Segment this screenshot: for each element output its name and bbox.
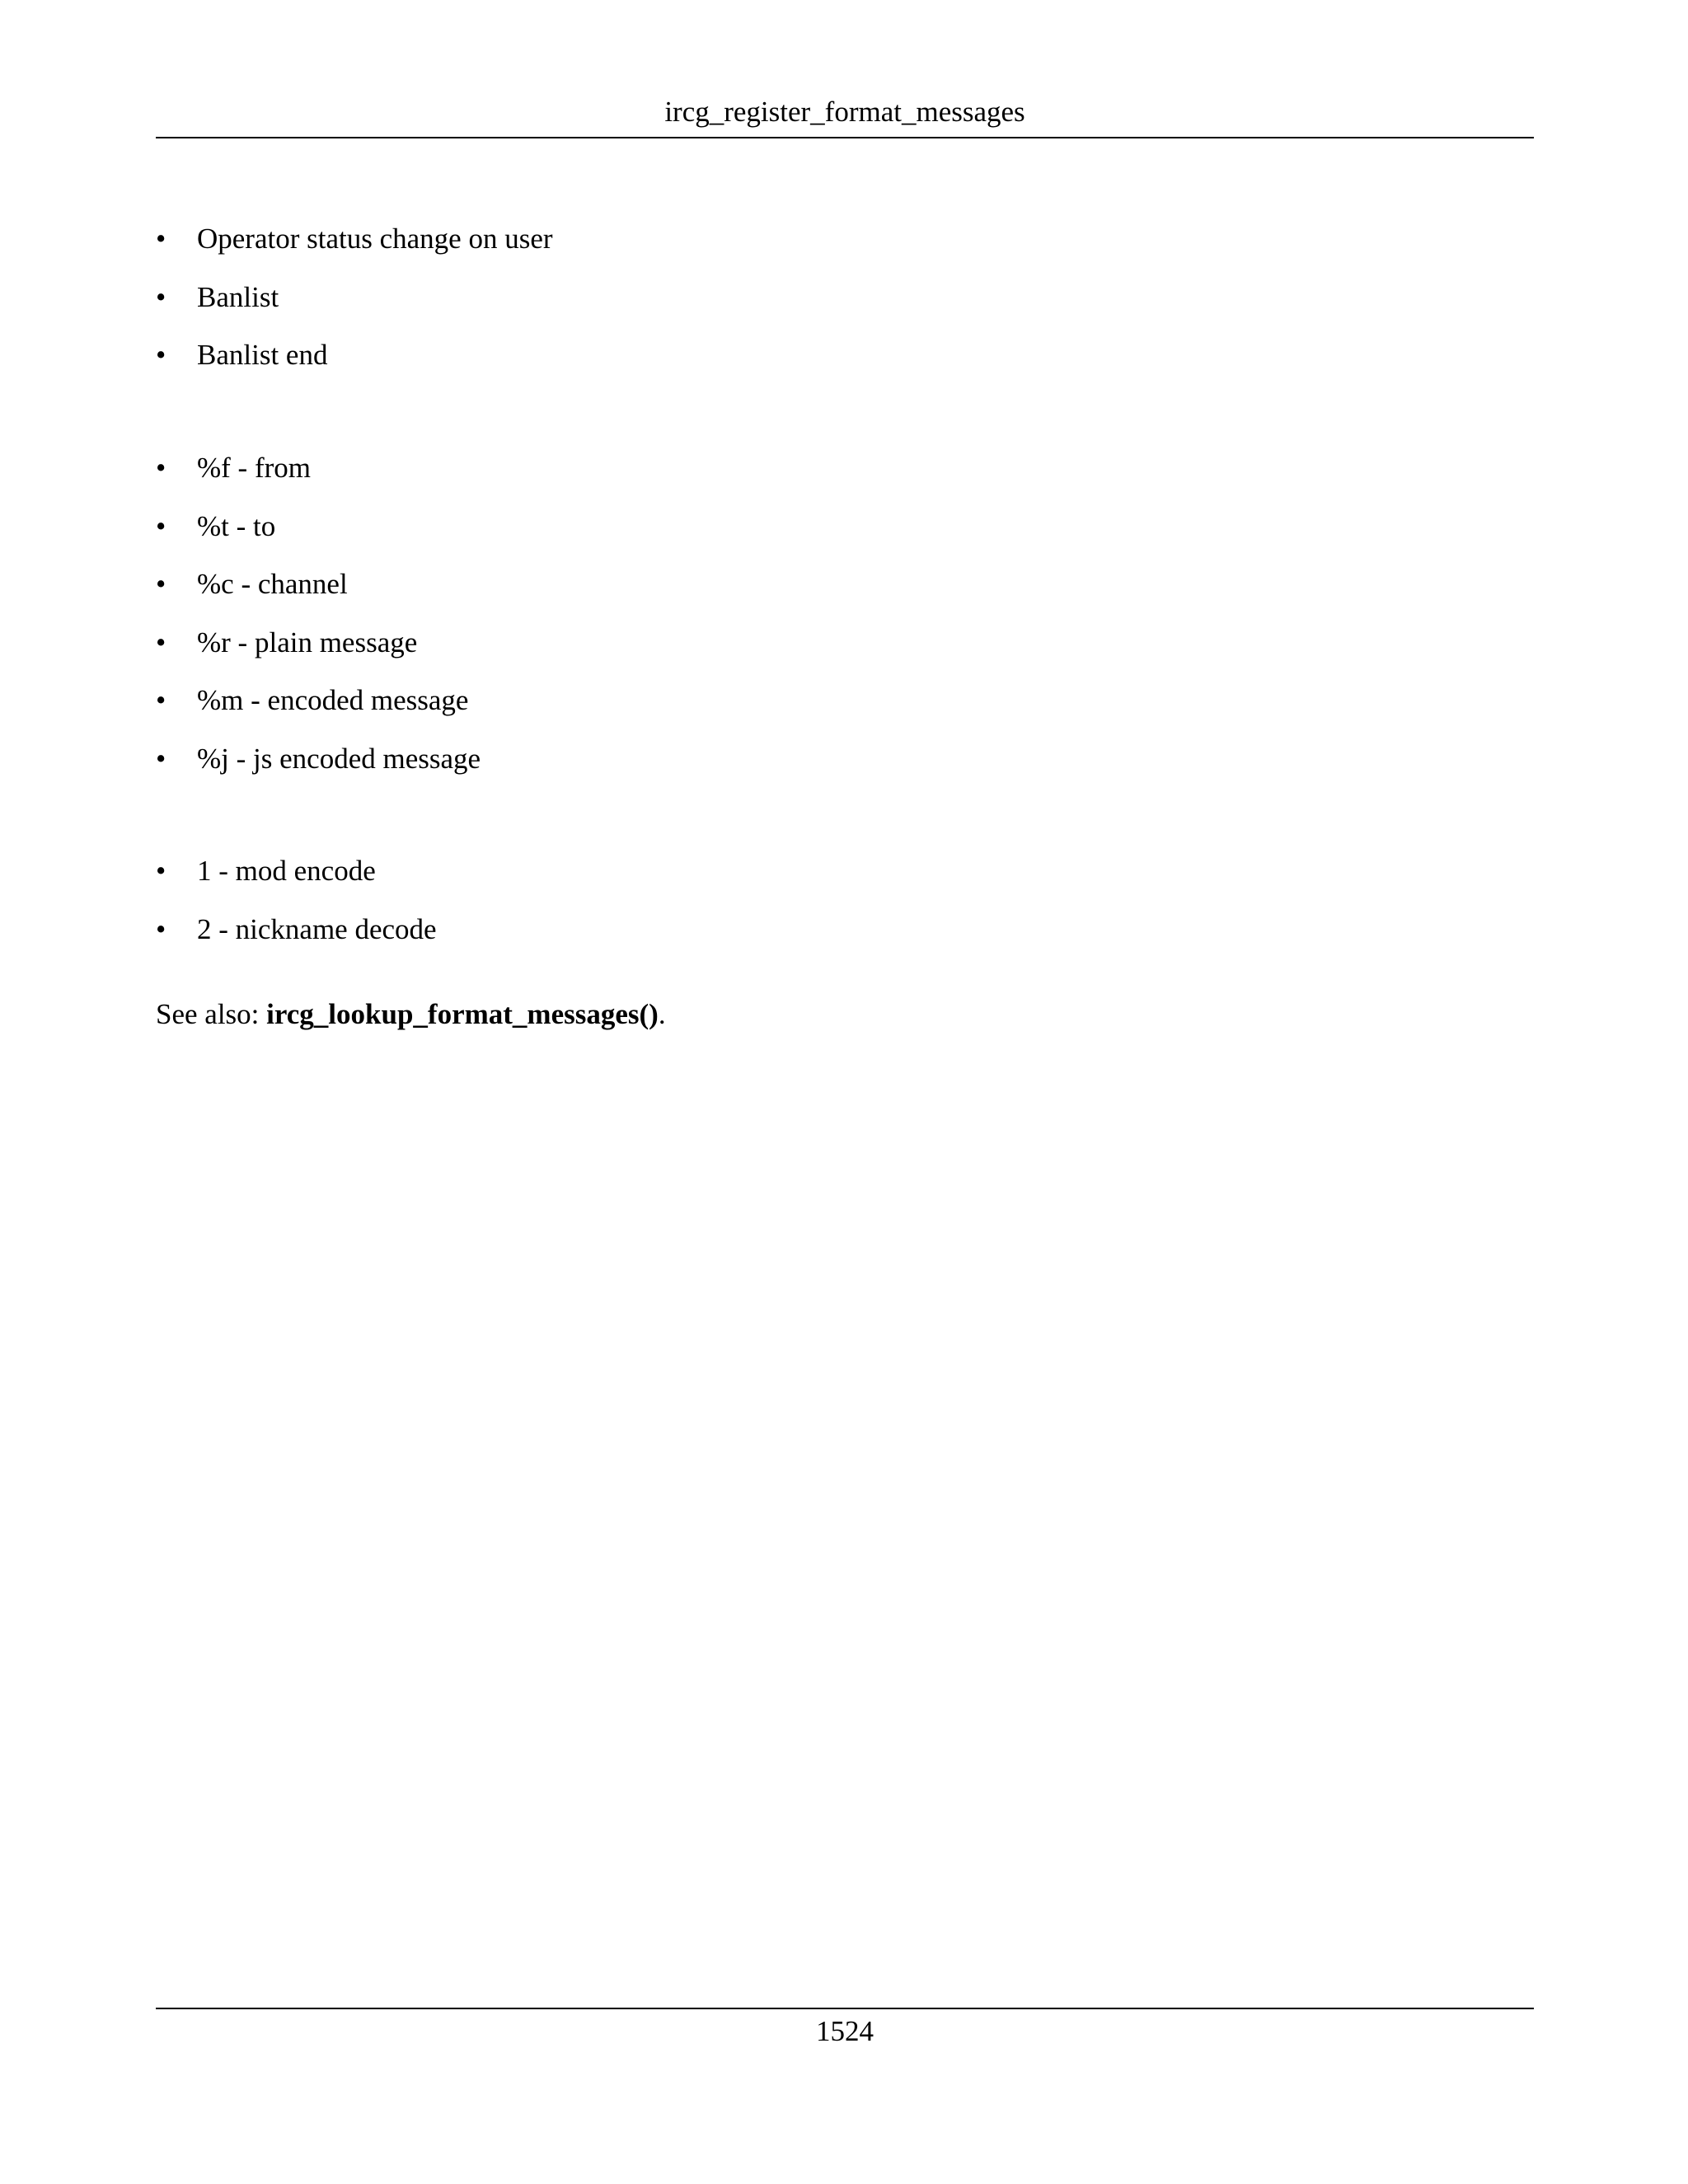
bullet-icon: • bbox=[156, 742, 166, 775]
bullet-icon: • bbox=[156, 626, 166, 658]
bullet-icon: • bbox=[156, 912, 166, 945]
header-divider bbox=[156, 137, 1534, 138]
bullet-icon: • bbox=[156, 568, 166, 600]
bullet-icon: • bbox=[156, 280, 166, 313]
list-item-text: 2 - nickname decode bbox=[197, 912, 437, 945]
bullet-icon: • bbox=[156, 509, 166, 542]
page-title: ircg_register_format_messages bbox=[664, 96, 1025, 128]
list-item-text: %f - from bbox=[197, 452, 312, 484]
bullet-icon: • bbox=[156, 223, 166, 255]
bullet-icon: • bbox=[156, 452, 166, 484]
list-item-text: %c - channel bbox=[197, 568, 348, 600]
bullet-icon: • bbox=[156, 684, 166, 716]
bullet-icon: • bbox=[156, 855, 166, 887]
list-item-text: %m - encoded message bbox=[197, 684, 469, 716]
see-also-trailing: . bbox=[658, 998, 666, 1030]
see-also-paragraph bbox=[156, 995, 666, 1034]
page-number: 1524 bbox=[816, 2015, 874, 2047]
list-item-text: %j - js encoded message bbox=[197, 742, 481, 775]
list-item-text: %r - plain message bbox=[197, 626, 418, 658]
see-also-label: See also: bbox=[156, 998, 267, 1030]
list-item-text: Banlist bbox=[197, 280, 279, 313]
footer-divider bbox=[156, 2008, 1534, 2009]
list-item-text: Banlist end bbox=[197, 339, 328, 371]
list-item-text: %t - to bbox=[197, 509, 276, 542]
function-reference-link[interactable]: ircg_lookup_format_messages() bbox=[266, 998, 659, 1030]
list-item-text: Operator status change on user bbox=[197, 223, 553, 255]
bullet-icon: • bbox=[156, 339, 166, 371]
list-item-text: 1 - mod encode bbox=[197, 855, 376, 887]
